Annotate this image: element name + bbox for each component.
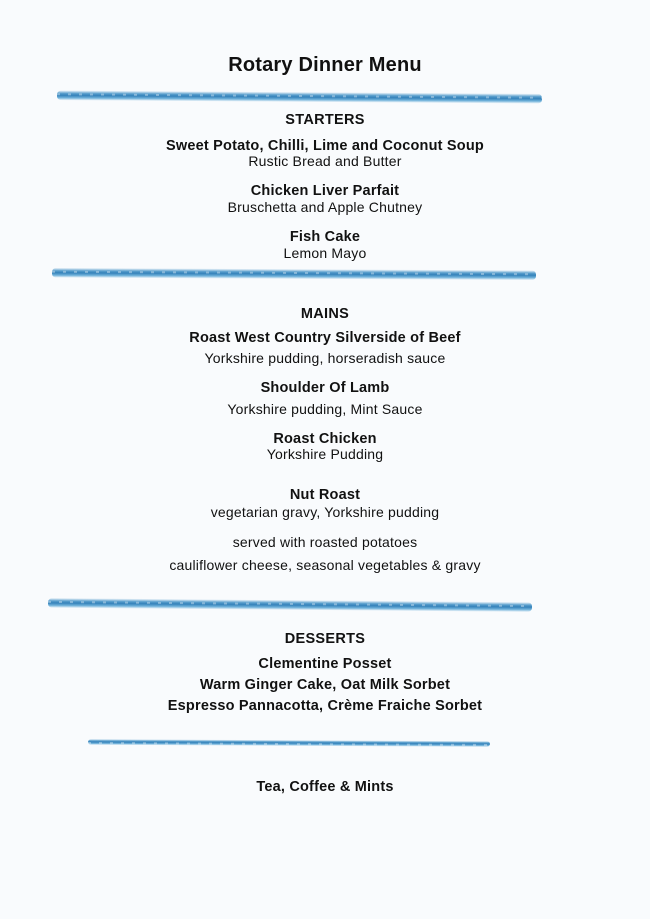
main-item-name: Shoulder Of Lamb — [260, 380, 390, 396]
menu-title: Rotary Dinner Menu — [228, 54, 422, 76]
starter-item-name: Fish Cake — [289, 229, 361, 245]
divider-brush-stroke — [57, 90, 542, 103]
main-item-desc: Yorkshire pudding, horseradish sauce — [204, 350, 446, 366]
desserts-heading: DESSERTS — [284, 631, 366, 647]
divider-brush-stroke — [48, 598, 532, 612]
starter-item-name: Chicken Liver Parfait — [250, 183, 400, 199]
divider-brush-stroke — [52, 268, 536, 281]
main-item-name: Roast West Country Silverside of Beef — [189, 330, 461, 346]
starter-item-desc: Lemon Mayo — [283, 245, 367, 261]
starters-heading: STARTERS — [285, 112, 365, 128]
main-item-desc: Yorkshire Pudding — [266, 446, 384, 462]
closing-line: Tea, Coffee & Mints — [256, 779, 394, 795]
mains-served-with-line: cauliflower cheese, seasonal vegetables & gravy — [169, 557, 481, 573]
divider-brush-stroke — [88, 739, 490, 747]
dessert-item: Espresso Pannacotta, Crème Fraiche Sorbet — [167, 698, 483, 714]
starter-item-name: Sweet Potato, Chilli, Lime and Coconut Soup — [166, 138, 484, 154]
mains-heading: MAINS — [300, 306, 350, 322]
main-item-name: Roast Chicken — [273, 431, 377, 447]
main-item-name: Nut Roast — [289, 487, 361, 503]
starter-item-desc: Bruschetta and Apple Chutney — [227, 199, 423, 215]
main-item-desc: vegetarian gravy, Yorkshire pudding — [210, 504, 440, 520]
dessert-item: Warm Ginger Cake, Oat Milk Sorbet — [199, 677, 451, 693]
mains-served-with-line: served with roasted potatoes — [232, 534, 418, 550]
main-item-desc: Yorkshire pudding, Mint Sauce — [227, 401, 423, 417]
dessert-item: Clementine Posset — [258, 656, 392, 672]
starter-item-desc: Rustic Bread and Butter — [248, 153, 402, 169]
